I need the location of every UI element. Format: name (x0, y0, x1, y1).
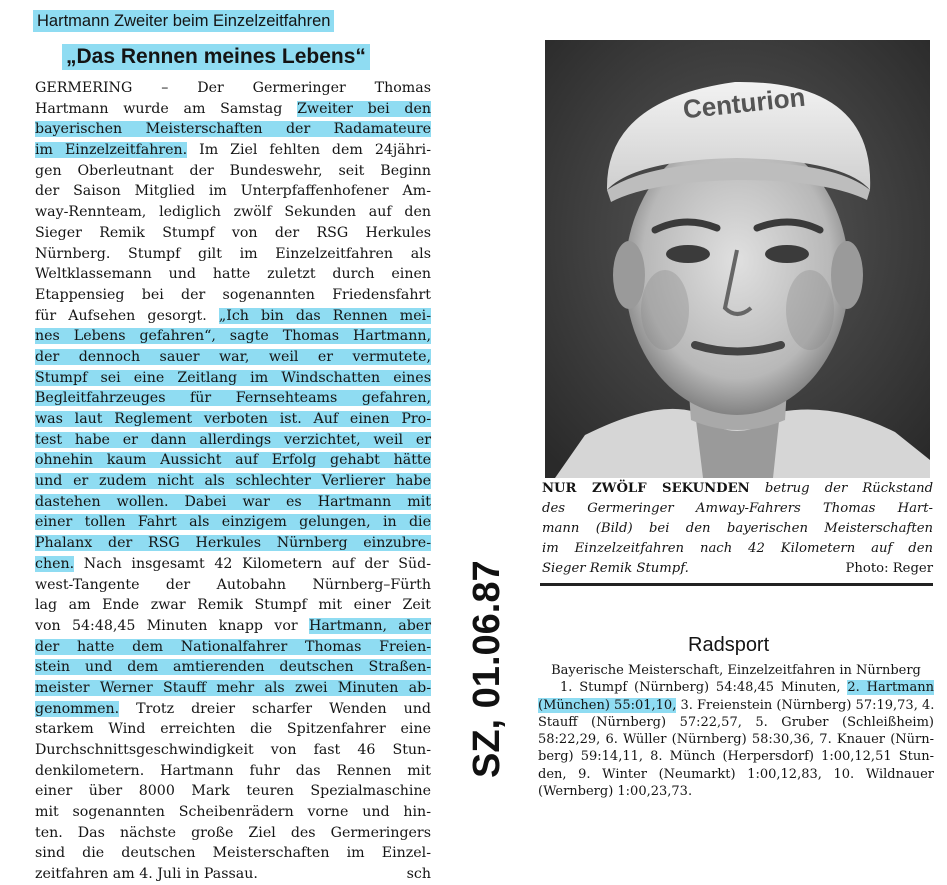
results-highlight: (München) 55:01,10, (538, 697, 677, 713)
article-line (35, 616, 431, 637)
results-title: Radsport (688, 634, 770, 656)
article-text: sind die deutschen Meisterschaften im Einzel- (35, 845, 431, 862)
article-text: Trotz dreier scharfer Wenden und (119, 700, 431, 717)
article-highlight: und er zudem nicht als schlechter Verlierer habe (35, 473, 431, 490)
article-highlight: genommen. (35, 700, 120, 717)
photo-credit: Photo: Reger (845, 561, 933, 576)
article-highlight: Hartmann, aber (308, 617, 431, 634)
article-highlight: Stumpf sei eine Zeitlang im Windschatten eines (35, 369, 431, 386)
article-line (35, 823, 431, 844)
article-line (35, 181, 431, 202)
results-text: den, 9. Winter (Neumarkt) 1:00,12,83, 10. Wildnauer (538, 766, 934, 782)
article-line (35, 244, 431, 265)
caption-text: mann (Bild) bei den bayerischen Meisterschaften (542, 521, 933, 536)
results-line (538, 697, 934, 714)
article-text: mit sogenannten Scheibenrädern vorne und hin- (35, 804, 431, 821)
article-text: Durchschnittsgeschwindigkeit von fast 46 Stun- (35, 742, 431, 758)
headline: „Das Rennen meines Lebens“ (62, 44, 370, 70)
caption-line (542, 539, 933, 559)
article-highlight: stein und dem amtierenden deutschen Straßen- (35, 659, 431, 676)
caption-line (542, 519, 933, 539)
photo-caption (542, 479, 933, 579)
caption-line (542, 559, 933, 579)
date-stamp: SZ, 01.06.87 (466, 560, 508, 778)
caption-lead: NUR ZWÖLF SEKUNDEN (542, 481, 750, 496)
photo-illustration (545, 40, 930, 478)
results-subtitle: Bayerische Meisterschaft, Einzelzeitfahren in Nürnberg (551, 663, 921, 678)
article-text: west-Tangente der Autobahn Nürnberg–Fürth (35, 576, 431, 593)
results-text: (Wernberg) 1:00,23,73. (538, 784, 693, 800)
results-line (538, 783, 934, 800)
results-text: 1. Stumpf (Nürnberg) 54:48,45 Minuten, (560, 680, 848, 696)
results-line (538, 748, 934, 765)
results-line (538, 766, 934, 783)
article-line (35, 678, 431, 699)
article-line (35, 409, 431, 430)
article-line (35, 285, 431, 306)
article-text: Weltklassemann und hatte zuletzt durch einen (35, 266, 431, 283)
article-highlight: was laut Reglement verboten ist. Auf einen Pro- (35, 411, 431, 427)
article-line (35, 368, 431, 389)
article-line (35, 554, 431, 575)
article-highlight: Phalanx der RSG Herkules Nürnberg einzubre- (35, 535, 431, 552)
article-line (35, 657, 431, 678)
article-line (35, 843, 431, 864)
article-line (35, 119, 431, 140)
article-highlight: Begleitfahrzeuges für Fernsehteams gefahren, (35, 390, 431, 407)
article-line (35, 781, 431, 802)
article-line (35, 492, 431, 513)
caption-text: des Germeringer Amway-Fahrers Thomas Hart- (542, 501, 933, 516)
article-line (35, 533, 431, 554)
article-line (35, 802, 431, 823)
article-text: von 54:48,45 Minuten knapp vor (35, 617, 309, 634)
divider-rule (540, 583, 933, 586)
results-text: berg) 59:14,11, 8. Münch (Herpersdorf) 1:00,12,51 Stun- (538, 749, 934, 765)
cap-lettering: Centurion (681, 81, 807, 125)
article-highlight: der hatte dem Nationalfahrer Thomas Freien- (35, 638, 431, 655)
article-highlight: einer tollen Fahrt als einzigem gelungen, in die (35, 514, 431, 531)
article-text: für Aufsehen gesorgt. (35, 307, 219, 324)
article-highlight: „Ich bin das Rennen mei- (218, 307, 431, 324)
article-line (35, 450, 431, 471)
article-highlight: dastehen wollen. Dabei war es Hartmann mit (35, 493, 431, 510)
caption-text: betrug der Rückstand (749, 481, 934, 496)
article-line (35, 78, 431, 99)
article-line (35, 637, 431, 658)
article-text: gen Oberleutnant der Bundeswehr, seit Beginn (35, 162, 431, 179)
article-line (35, 202, 431, 223)
results-line (538, 714, 934, 731)
article-text: lag am Ende zwar Remik Stumpf mit einer Zeit (35, 597, 431, 614)
results-text: 3. Freienstein (Nürnberg) 57:19,73, 4. (676, 697, 935, 713)
results-line (538, 679, 934, 696)
article-line (35, 699, 431, 720)
article-line (35, 719, 431, 740)
caption-line (542, 479, 933, 499)
article-highlight: test habe er dann allerdings verzichtet, weil er (35, 431, 431, 448)
article-text: starkem Wind erreichten die Spitzenfahrer eine (35, 721, 431, 738)
article-line (35, 471, 431, 492)
results-line (538, 731, 934, 748)
article-highlight: im Einzelzeitfahren. (35, 142, 188, 159)
article-line (35, 595, 431, 616)
article-text: ten. Das nächste große Ziel des Germeringers (35, 824, 431, 841)
article-line (35, 326, 431, 347)
article-line (35, 740, 431, 761)
article-text: einer über 8000 Mark teuren Spezialmaschine (35, 783, 431, 800)
results-text: 58:22,29, 6. Wüller (Nürnberg) 58:30,36, 7. Knauer (Nürn- (538, 732, 934, 748)
caption-text: Sieger Remik Stumpf. (542, 561, 689, 576)
results-list (538, 662, 934, 800)
overline: Hartmann Zweiter beim Einzelzeitfahren (33, 10, 334, 32)
article-text: Nach insgesamt 42 Kilometern auf der Süd- (74, 555, 431, 572)
article-text: Etappensieg bei der sogenannten Friedensfahrt (35, 286, 431, 303)
article-highlight: meister Werner Stauff mehr als zwei Minuten ab- (35, 679, 431, 696)
article-text: der Saison Mitglied im Unterpfaffenhofener Am- (35, 183, 431, 200)
article-text: denkilometern. Hartmann fuhr das Rennen mit (35, 762, 431, 779)
results-highlight: 2. Hartmann (847, 680, 934, 696)
article-line (35, 512, 431, 533)
article-text: way-Rennteam, lediglich zwölf Sekunden auf den (35, 204, 431, 221)
caption-text: im Einzelzeitfahren nach 42 Kilometern auf den (542, 541, 933, 556)
article-body (35, 78, 431, 885)
article-text: GERMERING – Der Germeringer Thomas (35, 80, 431, 96)
portrait-photo (545, 40, 930, 478)
article-highlight: Zweiter bei den (297, 100, 432, 117)
article-text: zeitfahren am 4. Juli in Passau. (35, 866, 258, 883)
article-line (35, 306, 431, 327)
article-line (35, 264, 431, 285)
article-text: Im Ziel fehlten dem 24jähri- (187, 142, 431, 159)
article-line (35, 761, 431, 782)
article-line (35, 575, 431, 596)
article-line (35, 140, 431, 161)
article-line (35, 161, 431, 182)
article-line (35, 99, 431, 120)
author-signature: sch (406, 866, 431, 883)
article-text: Sieger Remik Stumpf von der RSG Herkules (35, 224, 431, 241)
article-highlight: ohnehin kaum Aussicht auf Erfolg gehabt hätte (35, 452, 431, 469)
article-text: Nürnberg. Stumpf gilt im Einzelzeitfahren als (35, 245, 431, 262)
article-highlight: der dennoch sauer war, weil er vermutete, (35, 348, 431, 365)
article-highlight: bayerischen Meisterschaften der Radamateure (35, 121, 431, 138)
article-text: Hartmann wurde am Samstag (35, 100, 298, 117)
caption-line (542, 499, 933, 519)
article-highlight: nes Lebens gefahren“, sagte Thomas Hartmann, (35, 328, 431, 345)
article-line (35, 223, 431, 244)
results-text: Stauff (Nürnberg) 57:22,57, 5. Gruber (Schleißheim) (538, 714, 934, 730)
article-line (35, 864, 431, 885)
article-line (35, 388, 431, 409)
article-line (35, 430, 431, 451)
article-line (35, 347, 431, 368)
article-highlight: chen. (35, 555, 75, 572)
